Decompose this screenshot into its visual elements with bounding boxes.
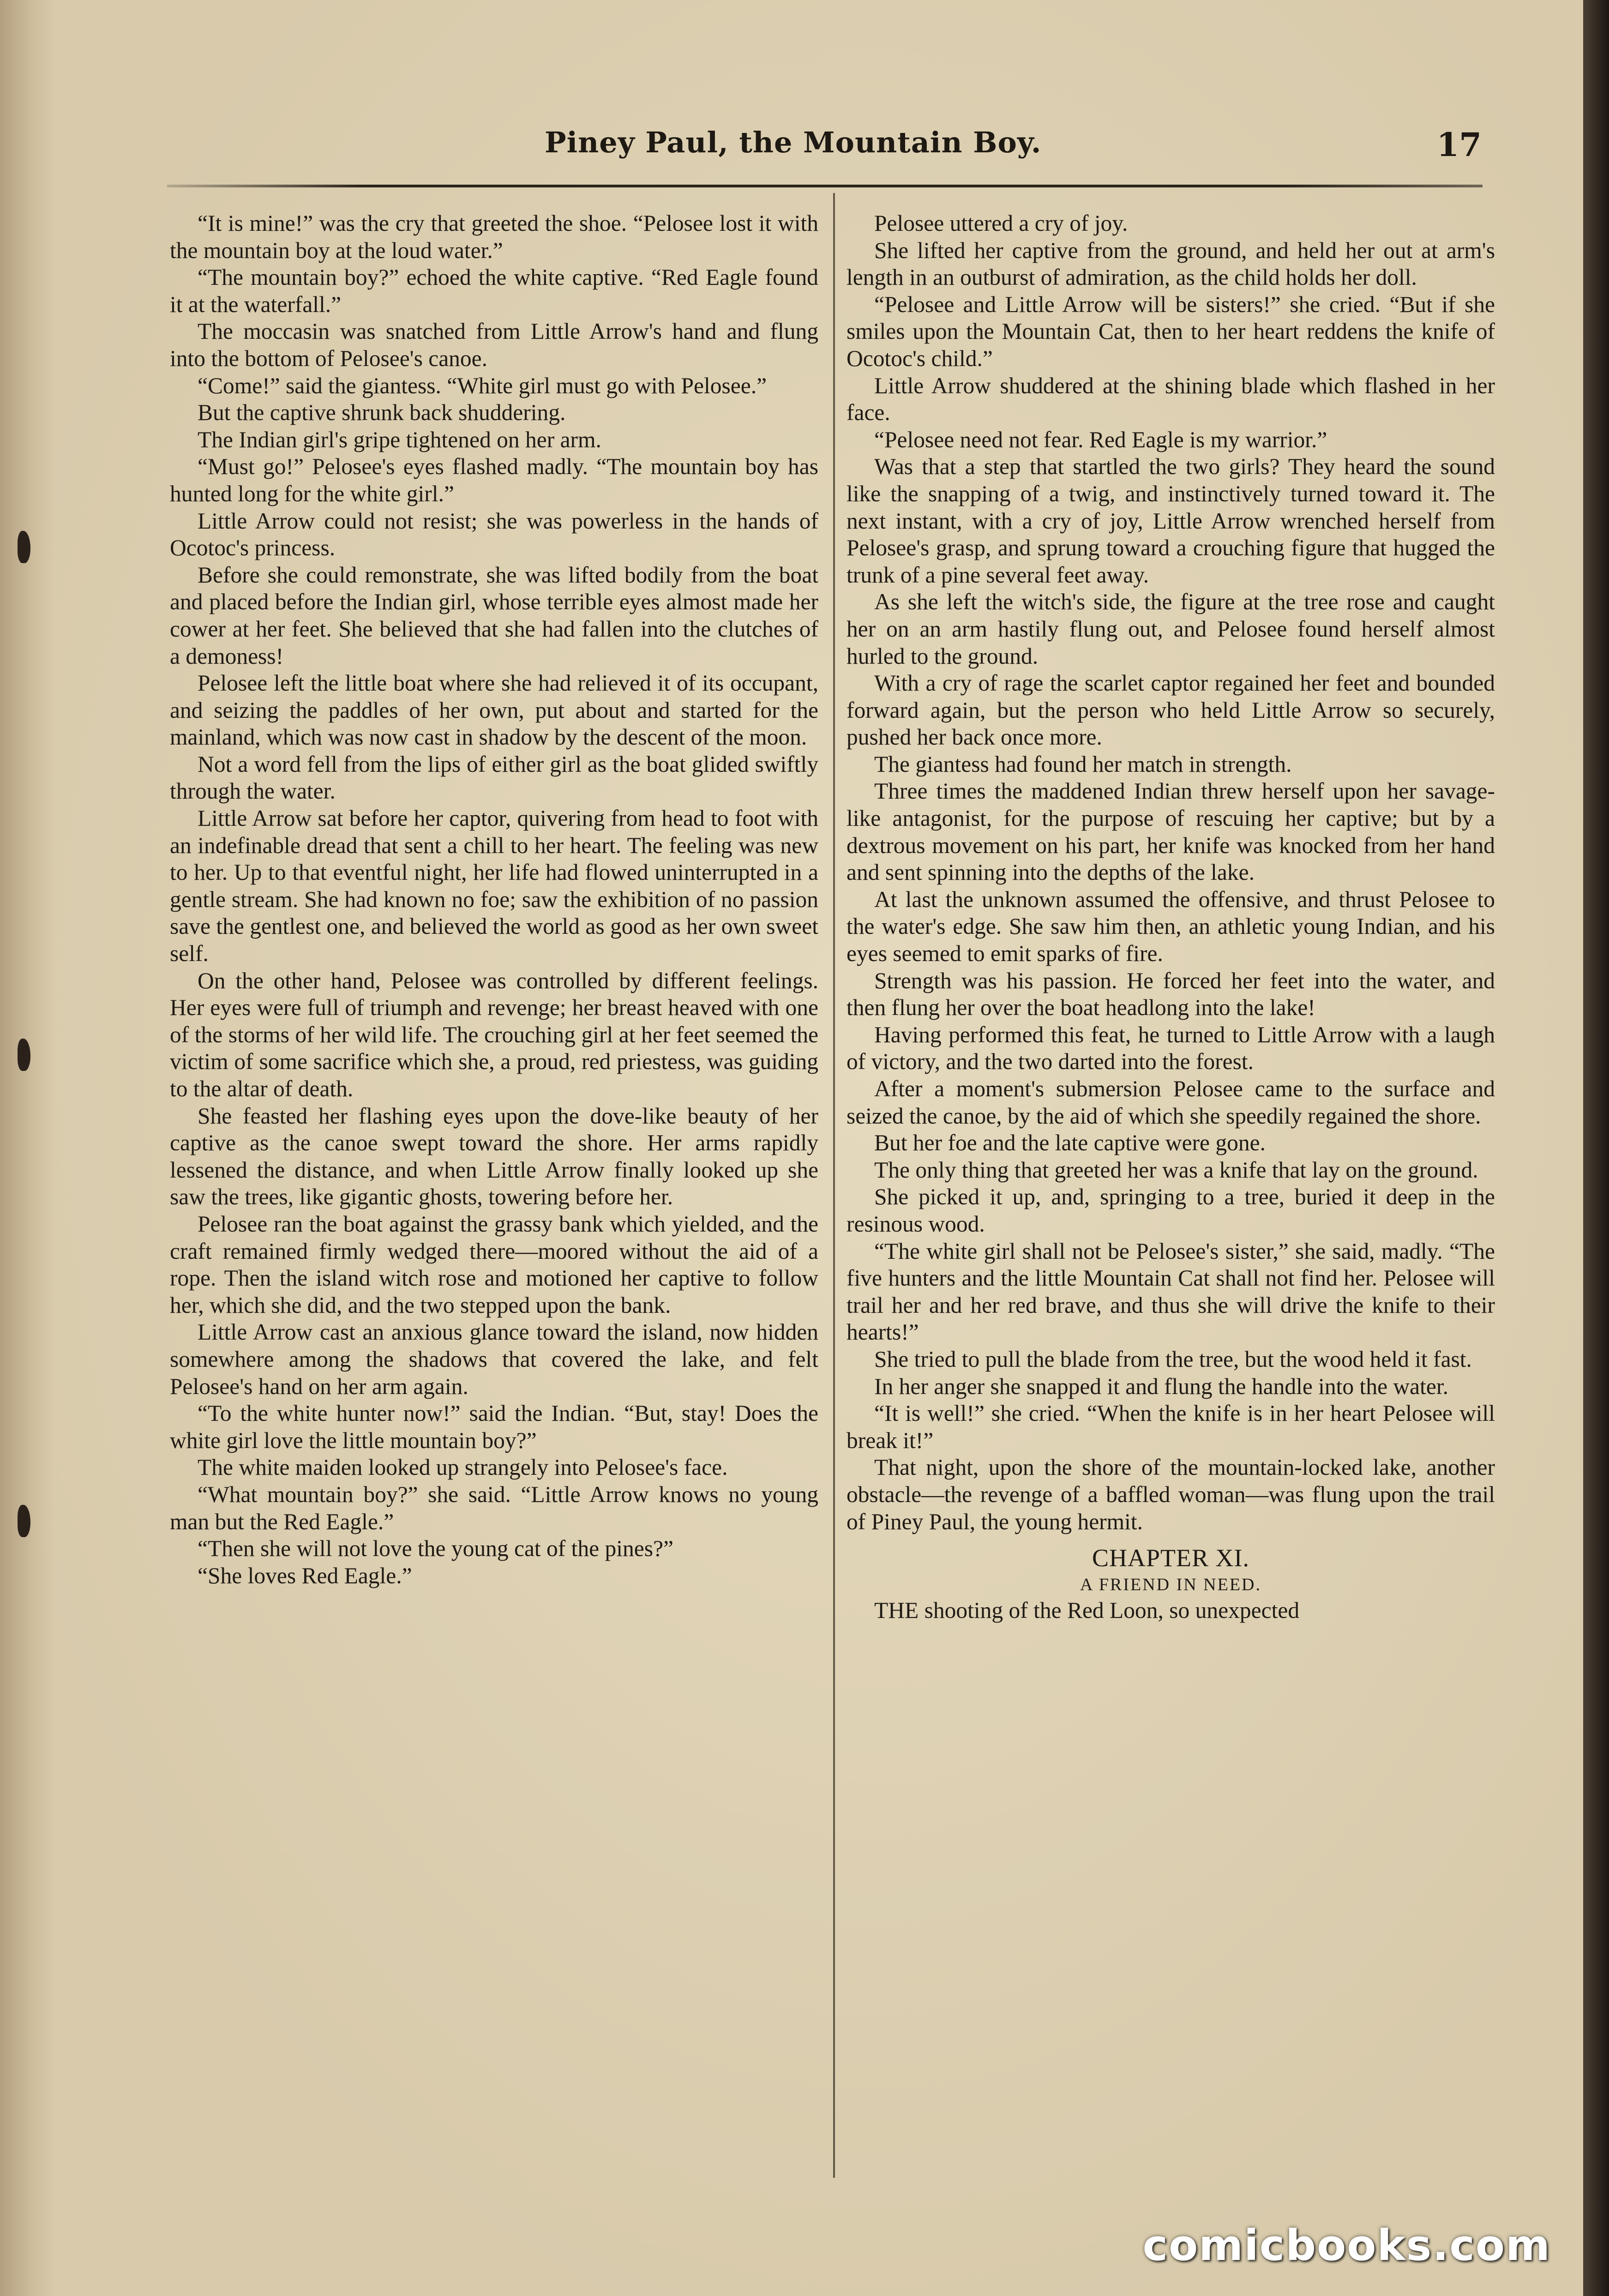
paragraph: She tried to pull the blade from the tree, but the wood held it fast. (874, 1346, 1472, 1372)
paragraph: “The mountain boy?” echoed the white captive. “Red Eagle found it at the waterfall.” (170, 264, 818, 317)
paragraph: Strength was his passion. He forced her feet into the water, and then flung her over the boat headlong into the lake! (847, 968, 1495, 1021)
paragraph: Pelosee uttered a cry of joy. (874, 210, 1128, 236)
chapter-opening-line: THE shooting of the Red Loon, so unexpected (874, 1598, 1300, 1623)
column-divider (833, 193, 835, 2178)
paragraph: At last the unknown assumed the offensive, and thrust Pelosee to the water's edge. She saw him then, an athletic young Indian, and his eyes seemed to emit sparks of fire. (847, 886, 1495, 967)
paragraph: Having performed this feat, he turned to Little Arrow with a laugh of victory, and the two darted into the forest. (847, 1022, 1495, 1075)
paragraph: “To the white hunter now!” said the Indian. “But, stay! Does the white girl love the little mountain boy?” (170, 1400, 818, 1453)
running-title: Piney Paul, the Mountain Boy. (545, 126, 1042, 159)
page-header (545, 126, 1482, 181)
chapter-heading: CHAPTER XI. (1092, 1544, 1249, 1572)
paragraph: The only thing that greeted her was a knife that lay on the ground. (874, 1157, 1478, 1183)
paragraph: Little Arrow cast an anxious glance toward the island, now hidden somewhere among the shadows that covered the lake, and felt Pelosee's hand on her arm again. (170, 1319, 818, 1399)
paragraph: “She loves Red Eagle.” (198, 1563, 412, 1588)
paragraph: The white maiden looked up strangely into Pelosee's face. (198, 1455, 728, 1480)
paragraph: “Must go!” Pelosee's eyes flashed madly. “The mountain boy has hunted long for the white girl.” (170, 454, 818, 506)
paragraph: Little Arrow sat before her captor, quivering from head to foot with an indefinable dread that sent a chill to her heart. The feeling was new to her. Up to that eventful night, her life had flowed uninterrupted in a gentle stream. She had known no foe; saw the exhibition of no passion save the gentlest one, and believed the world as good as her own sweet self. (170, 805, 818, 967)
paragraph: She picked it up, and, springing to a tree, buried it deep in the resinous wood. (847, 1184, 1495, 1237)
chapter-subtitle: A FRIEND IN NEED. (1080, 1575, 1261, 1595)
paragraph: The Indian girl's gripe tightened on her arm. (198, 427, 601, 452)
paragraph: “Pelosee and Little Arrow will be sisters!” she cried. “But if she smiles upon the Mountain Cat, then to her heart reddens the knife of Ocotoc's child.” (847, 291, 1495, 371)
left-column (170, 210, 818, 1589)
paragraph: As she left the witch's side, the figure at the tree rose and caught her on an arm hastily flung out, and Pelosee found herself almost hurled to the ground. (847, 589, 1495, 669)
paragraph: “The white girl shall not be Pelosee's sister,” she said, madly. “The five hunters and the little Mountain Cat shall not find her. Pelosee will trail her and her red brave, and thus she will drive the knife to their hearts!” (847, 1238, 1495, 1345)
right-column (847, 210, 1495, 1624)
paragraph: The giantess had found her match in strength. (874, 751, 1292, 777)
paragraph: She feasted her flashing eyes upon the dove-like beauty of her captive as the canoe swept toward the shore. Her arms rapidly lessened the distance, and when Little Arrow finally looked up she saw the trees, like gigantic ghosts, towering before her. (170, 1103, 818, 1210)
paragraph: Pelosee left the little boat where she had relieved it of its occupant, and seizing the paddles of her own, put about and started for the mainland, which was now cast in shadow by the descent of the moon. (170, 670, 818, 750)
paragraph: “Come!” said the giantess. “White girl must go with Pelosee.” (198, 373, 767, 398)
paragraph: She lifted her captive from the ground, and held her out at arm's length in an outburst of admiration, as the child holds her doll. (847, 237, 1495, 290)
paragraph: But the captive shrunk back shuddering. (198, 400, 566, 426)
paragraph: Little Arrow could not resist; she was powerless in the hands of Ocotoc's princess. (170, 508, 818, 561)
paragraph: After a moment's submersion Pelosee came to the surface and seized the canoe, by the aid of which she speedily regained the shore. (847, 1076, 1495, 1129)
paragraph: Before she could remonstrate, she was lifted bodily from the boat and placed before the Indian girl, whose terrible eyes almost made her cower at her feet. She believed that she had fallen into the clutches of a demoness! (170, 562, 818, 669)
paragraph: Was that a step that startled the two girls? They heard the sound like the snapping of a twig, and instinctively turned toward it. The next instant, with a cry of joy, Little Arrow wrenched herself from Pelosee's grasp, and sprung toward a crouching figure that hugged the trunk of a pine several feet away. (847, 454, 1495, 588)
paragraph: Little Arrow shuddered at the shining blade which flashed in her face. (847, 373, 1495, 426)
site-watermark: comicbooks.com (1142, 2221, 1551, 2270)
paragraph: On the other hand, Pelosee was controlled by different feelings. Her eyes were full of triumph and revenge; her breast heaved with one of the storms of her wild life. The crouching girl at her feet seemed the victim of some sacrifice which she, a proud, red priestess, was guiding to the altar of death. (170, 968, 818, 1101)
paragraph: Pelosee ran the boat against the grassy bank which yielded, and the craft remained firmly wedged there—moored without the aid of a rope. Then the island witch rose and motioned her captive to follow her, which she did, and the two stepped upon the bank. (170, 1211, 818, 1318)
page-edge-shadow (1583, 0, 1609, 2296)
paragraph: “It is mine!” was the cry that greeted the shoe. “Pelosee lost it with the mountain boy at the loud water.” (170, 210, 818, 263)
paragraph: Not a word fell from the lips of either girl as the boat glided swiftly through the water. (170, 751, 818, 804)
paragraph: “What mountain boy?” she said. “Little Arrow knows no young man but the Red Eagle.” (170, 1481, 818, 1534)
binding-edge (0, 0, 55, 2296)
paragraph: “It is well!” she cried. “When the knife is in her heart Pelosee will break it!” (847, 1400, 1495, 1453)
paragraph: In her anger she snapped it and flung the handle into the water. (874, 1373, 1448, 1399)
paragraph: But her foe and the late captive were gone. (874, 1130, 1266, 1156)
paragraph: The moccasin was snatched from Little Arrow's hand and flung into the bottom of Pelosee's canoe. (170, 319, 818, 371)
paragraph: That night, upon the shore of the mountain-locked lake, another obstacle—the revenge of a baffled woman—was flung upon the trail of Piney Paul, the young hermit. (847, 1455, 1495, 1534)
paragraph: “Pelosee need not fear. Red Eagle is my warrior.” (874, 427, 1327, 452)
page-number: 17 (1436, 126, 1482, 164)
header-rule (167, 185, 1483, 187)
paragraph: “Then she will not love the young cat of the pines?” (198, 1536, 673, 1562)
paragraph: Three times the maddened Indian threw herself upon her savage-like antagonist, for the purpose of rescuing her captive; but by a dextrous movement on his part, her knife was knocked from her hand and sent spinning into the depths of the lake. (847, 778, 1495, 885)
paragraph: With a cry of rage the scarlet captor regained her feet and bounded forward again, but the person who held Little Arrow so securely, pushed her back once more. (847, 670, 1495, 750)
